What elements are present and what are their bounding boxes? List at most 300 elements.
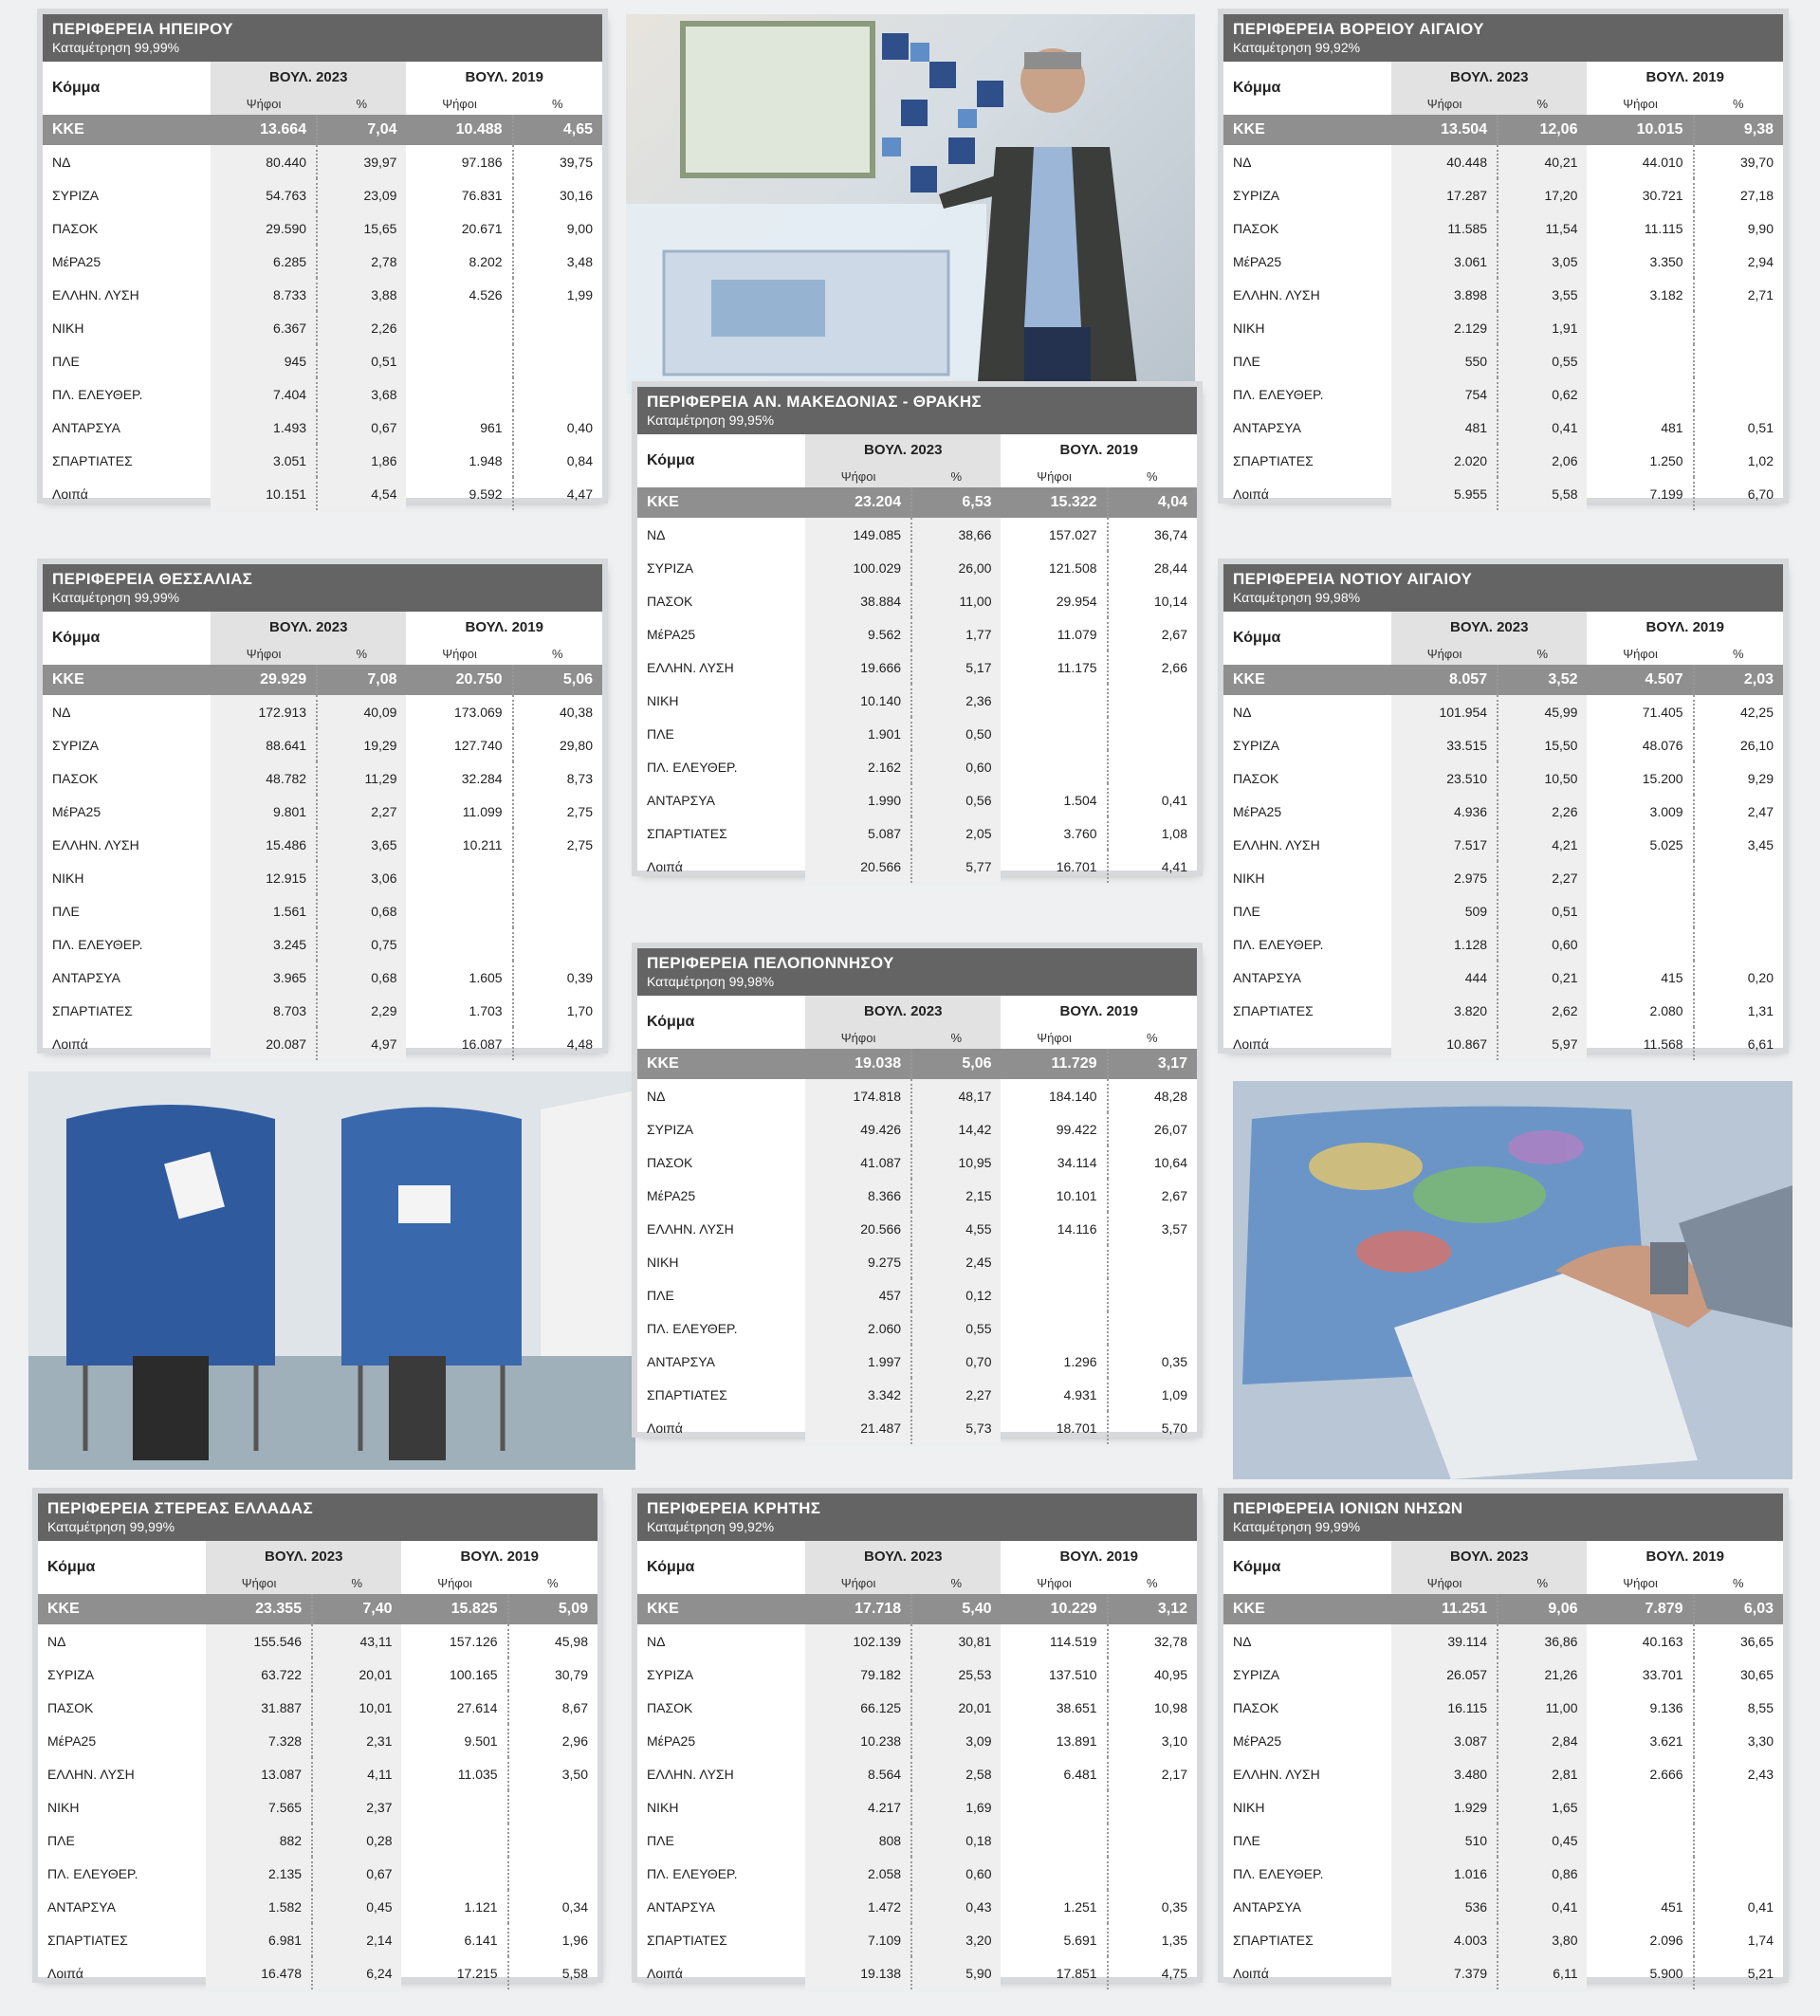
pct-2019 <box>513 344 602 377</box>
votes-2019: 6.481 <box>1001 1757 1107 1790</box>
votes-2023: 13.087 <box>206 1757 312 1790</box>
pct-2023: 3,05 <box>1498 245 1587 278</box>
pct-2023: 1,65 <box>1498 1790 1587 1824</box>
card-epirus <box>43 14 602 502</box>
table-row <box>637 1790 1197 1824</box>
pct-2019: 29,80 <box>559 737 593 753</box>
pct-2023: 0,67 <box>312 1857 401 1890</box>
table-row <box>1223 894 1783 927</box>
summary-row <box>1223 1594 1783 1624</box>
summary-row <box>43 115 602 145</box>
card-ionian-islands <box>1223 1494 1783 1981</box>
votes-2023: 5.087 <box>805 816 911 850</box>
table-row <box>1223 1624 1783 1658</box>
votes-2023: 155.546 <box>206 1624 312 1658</box>
party-name: ΠΑΣΟΚ <box>47 1699 94 1715</box>
pct-2023: 15,65 <box>317 211 406 245</box>
votes-2019: 11.079 <box>1001 617 1107 651</box>
party-name: ΠΛ. ΕΛΕΥΘΕΡ. <box>647 1865 738 1881</box>
votes-2023: 2.162 <box>805 750 911 783</box>
party-column-header: Κόμμα <box>647 1014 695 1030</box>
votes-2019: 32.284 <box>406 761 512 795</box>
votes-2019: 11.175 <box>1001 651 1107 684</box>
votes-2019: 4.507 <box>1587 665 1693 695</box>
votes-2019: 15.825 <box>401 1594 507 1624</box>
pct-2023: 11,54 <box>1498 211 1587 245</box>
pct-2019: 2,43 <box>1747 1766 1774 1782</box>
table-row <box>1223 278 1783 311</box>
table-row <box>43 278 602 311</box>
table-row <box>43 145 602 178</box>
votes-2019 <box>1587 1824 1693 1857</box>
pct-2023: 4,55 <box>911 1212 1001 1245</box>
pct-2019 <box>508 1857 597 1890</box>
votes-2023: 49.426 <box>805 1112 911 1145</box>
pct-2019: 36,74 <box>1153 526 1187 542</box>
table-row <box>637 1658 1197 1691</box>
pct-2019 <box>1108 750 1197 783</box>
pct-2023: 3,80 <box>1498 1923 1587 1956</box>
votes-2023: 172.913 <box>211 695 317 728</box>
party-name: ΝΔ <box>647 1088 666 1104</box>
votes-header: Ψήφοι <box>1037 468 1072 484</box>
region-title: ΠΕΡΙΦΕΡΕΙΑ ΒΟΡΕΙΟΥ ΑΙΓΑΙΟΥ <box>1233 20 1484 38</box>
table-row <box>38 1790 597 1824</box>
party-name: Λοιπά <box>1233 1035 1269 1052</box>
pct-2019: 3,57 <box>1161 1220 1187 1237</box>
votes-2019: 173.069 <box>406 695 512 728</box>
party-name: ΣΠΑΡΤΙΑΤΕΣ <box>647 1386 727 1402</box>
pct-2019: 26,10 <box>1739 737 1774 753</box>
pct-2019: 27,18 <box>1739 187 1774 203</box>
votes-2019 <box>406 927 512 961</box>
votes-2023: 8.366 <box>805 1179 911 1212</box>
votes-2023: 13.664 <box>211 115 317 145</box>
pct-2023: 0,41 <box>1498 1890 1587 1923</box>
party-name: Λοιπά <box>1233 1965 1269 1981</box>
pct-2019: 3,50 <box>561 1766 588 1782</box>
votes-2023: 945 <box>211 344 317 377</box>
pct-2019: 0,41 <box>1161 792 1187 808</box>
votes-2023: 10.238 <box>805 1724 911 1757</box>
votes-2023: 101.954 <box>1391 695 1498 728</box>
votes-2019: 1.703 <box>406 994 512 1027</box>
count-progress: Καταμέτρηση 99,99% <box>1233 1519 1361 1534</box>
pct-header: % <box>911 465 1001 487</box>
pct-2019: 10,14 <box>1153 593 1187 609</box>
votes-2019 <box>406 861 512 894</box>
party-name: Λοιπά <box>647 858 683 874</box>
pct-2019: 36,65 <box>1739 1633 1774 1649</box>
pct-header: % <box>1498 642 1587 665</box>
results-table <box>38 1541 597 1989</box>
pct-2023: 0,45 <box>312 1890 401 1923</box>
count-progress: Καταμέτρηση 99,99% <box>52 590 180 605</box>
pct-2019: 2,67 <box>1161 1187 1187 1203</box>
region-title: ΠΕΡΙΦΕΡΕΙΑ ΠΕΛΟΠΟΝΝΗΣΟΥ <box>647 954 894 972</box>
votes-2019: 137.510 <box>1001 1658 1107 1691</box>
votes-2023: 1.901 <box>805 717 911 750</box>
party-name: ΠΛ. ΕΛΕΥΘΕΡ. <box>47 1865 138 1881</box>
pct-2023: 36,86 <box>1498 1624 1587 1658</box>
pct-2023: 0,43 <box>911 1890 1001 1923</box>
votes-2019: 4.526 <box>406 278 512 311</box>
table-row <box>1223 1857 1783 1890</box>
pct-2019 <box>513 894 602 927</box>
table-row <box>637 750 1197 783</box>
pct-2019: 9,00 <box>566 220 593 236</box>
votes-2023: 1.493 <box>211 411 317 444</box>
votes-2019: 184.140 <box>1001 1079 1107 1112</box>
pct-2019 <box>1108 1278 1197 1311</box>
region-title: ΠΕΡΙΦΕΡΕΙΑ ΙΟΝΙΩΝ ΝΗΣΩΝ <box>1233 1499 1463 1517</box>
pct-2019: 3,48 <box>566 253 593 269</box>
party-name: ΜέΡΑ25 <box>647 1732 696 1749</box>
pct-2023: 0,60 <box>911 750 1001 783</box>
votes-2019 <box>1001 1245 1107 1278</box>
votes-2023: 7.379 <box>1391 1956 1498 1989</box>
table-row <box>38 1890 597 1923</box>
party-name: ΚΚΕ <box>637 1594 805 1624</box>
pct-2023: 0,60 <box>1498 927 1587 961</box>
party-name: ΣΥΡΙΖΑ <box>647 1666 694 1682</box>
card-crete <box>637 1494 1197 1981</box>
votes-2019: 99.422 <box>1001 1112 1107 1145</box>
votes-2023: 20.087 <box>211 1027 317 1060</box>
pct-2019 <box>1108 1790 1197 1824</box>
votes-2019: 157.126 <box>401 1624 507 1658</box>
pct-2019: 30,79 <box>554 1666 588 1682</box>
pct-2019: 2,17 <box>1161 1766 1187 1782</box>
votes-2019: 1.504 <box>1001 783 1107 816</box>
votes-2019: 1.251 <box>1001 1890 1107 1923</box>
period-2019-header: ΒΟΥΛ. 2019 <box>465 618 543 635</box>
party-name: ΕΛΛΗΝ. ΛΥΣΗ <box>647 1766 734 1782</box>
votes-2023: 1.990 <box>805 783 911 816</box>
votes-2019: 451 <box>1587 1890 1693 1923</box>
votes-2023: 3.898 <box>1391 278 1498 311</box>
period-2019-header: ΒΟΥΛ. 2019 <box>460 1548 539 1565</box>
table-row <box>637 1757 1197 1790</box>
party-name: ΠΑΣΟΚ <box>52 770 99 786</box>
votes-2023: 1.472 <box>805 1890 911 1923</box>
pct-2019: 1,31 <box>1747 1002 1774 1018</box>
party-name: ΑΝΤΑΡΣΥΑ <box>647 792 715 808</box>
pct-2023: 0,21 <box>1498 961 1587 994</box>
table-row <box>637 1112 1197 1145</box>
votes-2023: 8.703 <box>211 994 317 1027</box>
votes-header: Ψήφοι <box>1037 1030 1072 1045</box>
votes-2019 <box>1587 894 1693 927</box>
pct-2019: 10,64 <box>1153 1154 1187 1170</box>
pct-header: % <box>552 96 563 111</box>
votes-2023: 66.125 <box>805 1691 911 1724</box>
table-row <box>1223 377 1783 411</box>
votes-2023: 13.504 <box>1391 115 1498 145</box>
pct-header: % <box>312 1571 401 1594</box>
pct-2019: 0,39 <box>566 969 593 985</box>
count-progress: Καταμέτρηση 99,92% <box>647 1519 775 1534</box>
pct-2023: 9,06 <box>1498 1594 1587 1624</box>
pct-header: % <box>911 1026 1001 1049</box>
votes-2023: 23.510 <box>1391 761 1498 795</box>
votes-2019: 14.116 <box>1001 1212 1107 1245</box>
votes-2019: 11.568 <box>1587 1027 1693 1060</box>
region-title: ΠΕΡΙΦΕΡΕΙΑ ΚΡΗΤΗΣ <box>647 1499 821 1517</box>
party-name: ΝΔ <box>52 704 71 720</box>
table-row <box>43 795 602 828</box>
votes-2023: 3.245 <box>211 927 317 961</box>
table-row <box>43 377 602 411</box>
pct-2019 <box>1694 1790 1783 1824</box>
pct-2019 <box>1108 717 1197 750</box>
period-2023-header: ΒΟΥΛ. 2023 <box>805 434 1001 465</box>
table-row <box>637 1857 1197 1890</box>
results-table <box>43 62 602 510</box>
pct-2023: 3,65 <box>317 828 406 861</box>
party-name: ΠΛΕ <box>647 725 674 742</box>
votes-2023: 48.782 <box>211 761 317 795</box>
pct-2023: 2,27 <box>911 1378 1001 1411</box>
pct-2019: 8,73 <box>566 770 593 786</box>
pct-2019: 0,20 <box>1747 969 1774 985</box>
photo-ballot-in-box <box>1233 1081 1792 1479</box>
pct-2019 <box>1108 1857 1197 1890</box>
pct-2019: 0,35 <box>1161 1353 1187 1369</box>
votes-header: Ψήφοι <box>442 96 477 111</box>
votes-header: Ψήφοι <box>442 646 477 661</box>
votes-2019 <box>1587 927 1693 961</box>
table-row <box>1223 1956 1783 1989</box>
pct-2023: 0,68 <box>317 961 406 994</box>
votes-2019: 3.182 <box>1587 278 1693 311</box>
card-header <box>43 14 602 62</box>
pct-2023: 11,00 <box>1498 1691 1587 1724</box>
table-row <box>1223 444 1783 477</box>
votes-2023: 6.981 <box>206 1923 312 1956</box>
votes-2019: 10.229 <box>1001 1594 1107 1624</box>
party-name: ΠΑΣΟΚ <box>1233 770 1279 786</box>
pct-2023: 30,81 <box>911 1624 1001 1658</box>
pct-2019: 3,12 <box>1108 1594 1197 1624</box>
table-row <box>1223 1757 1783 1790</box>
pct-2023: 3,88 <box>317 278 406 311</box>
votes-2019 <box>406 894 512 927</box>
pct-2019: 1,35 <box>1161 1932 1187 1948</box>
card-peloponnese <box>637 948 1197 1436</box>
pct-2023: 0,86 <box>1498 1857 1587 1890</box>
votes-2023: 19.138 <box>805 1956 911 1989</box>
votes-2019 <box>401 1790 507 1824</box>
votes-2019 <box>406 377 512 411</box>
pct-2019: 4,75 <box>1161 1965 1187 1981</box>
votes-2019: 7.879 <box>1587 1594 1693 1624</box>
table-row <box>43 1027 602 1060</box>
party-name: ΚΚΕ <box>38 1594 206 1624</box>
votes-2019: 9.592 <box>406 477 512 510</box>
pct-2023: 2,78 <box>317 245 406 278</box>
votes-2019: 20.671 <box>406 211 512 245</box>
count-progress: Καταμέτρηση 99,99% <box>52 40 180 55</box>
party-name: ΕΛΛΗΝ. ΛΥΣΗ <box>1233 286 1320 302</box>
pct-2023: 0,28 <box>312 1824 401 1857</box>
pct-2019 <box>513 861 602 894</box>
votes-2023: 17.718 <box>805 1594 911 1624</box>
pct-2019: 6,03 <box>1694 1594 1783 1624</box>
table-row <box>637 1411 1197 1444</box>
pct-2023: 2,37 <box>312 1790 401 1824</box>
card-header <box>43 564 602 612</box>
pct-2023: 0,18 <box>911 1824 1001 1857</box>
pct-2019 <box>1694 894 1783 927</box>
region-title: ΠΕΡΙΦΕΡΕΙΑ ΘΕΣΣΑΛΙΑΣ <box>52 570 253 588</box>
table-row <box>1223 211 1783 245</box>
party-name: ΕΛΛΗΝ. ΛΥΣΗ <box>52 836 139 852</box>
table-row <box>637 1923 1197 1956</box>
pct-2023: 1,77 <box>911 617 1001 651</box>
table-row <box>38 1658 597 1691</box>
table-row <box>1223 927 1783 961</box>
pct-2023: 5,58 <box>1498 477 1587 510</box>
pct-2023: 10,01 <box>312 1691 401 1724</box>
table-row <box>43 961 602 994</box>
party-name: Λοιπά <box>647 1965 683 1981</box>
votes-2023: 3.051 <box>211 444 317 477</box>
votes-2023: 16.115 <box>1391 1691 1498 1724</box>
table-row <box>637 1378 1197 1411</box>
party-name: ΠΛ. ΕΛΕΥΘΕΡ. <box>1233 1865 1324 1881</box>
party-name: Λοιπά <box>47 1965 83 1981</box>
votes-2023: 3.342 <box>805 1378 911 1411</box>
pct-2019: 26,07 <box>1153 1121 1187 1137</box>
pct-2023: 19,29 <box>317 728 406 761</box>
table-row <box>38 1824 597 1857</box>
pct-2023: 0,51 <box>317 344 406 377</box>
party-name: ΝΙΚΗ <box>1233 320 1265 336</box>
pct-2023: 15,50 <box>1498 728 1587 761</box>
votes-2019: 97.186 <box>406 145 512 178</box>
party-name: ΠΑΣΟΚ <box>647 1699 693 1715</box>
votes-2019 <box>1001 750 1107 783</box>
party-name: ΠΑΣΟΚ <box>647 1154 693 1170</box>
count-progress: Καταμέτρηση 99,92% <box>1233 40 1361 55</box>
pct-2019: 9,29 <box>1747 770 1774 786</box>
votes-2019: 9.136 <box>1587 1691 1693 1724</box>
summary-row <box>637 487 1197 518</box>
table-row <box>38 1691 597 1724</box>
table-row <box>637 1890 1197 1923</box>
votes-2019 <box>1587 861 1693 894</box>
votes-2023: 20.566 <box>805 1212 911 1245</box>
votes-2023: 1.561 <box>211 894 317 927</box>
votes-2019: 16.087 <box>406 1027 512 1060</box>
party-name: ΚΚΕ <box>637 487 805 518</box>
party-name: ΝΔ <box>647 526 666 542</box>
party-name: ΑΝΤΑΡΣΥΑ <box>47 1898 116 1915</box>
period-2019-header: ΒΟΥΛ. 2019 <box>1059 1548 1138 1565</box>
table-row <box>1223 344 1783 377</box>
pct-2023: 2,27 <box>1498 861 1587 894</box>
summary-row <box>637 1594 1197 1624</box>
pct-header: % <box>911 1571 1001 1594</box>
party-name: ΣΠΑΡΤΙΑΤΕΣ <box>1233 1932 1314 1948</box>
votes-2019 <box>401 1824 507 1857</box>
pct-2019 <box>1108 1245 1197 1278</box>
count-progress: Καταμέτρηση 99,95% <box>647 412 775 428</box>
pct-2019 <box>1694 927 1783 961</box>
table-row <box>43 477 602 510</box>
pct-2023: 20,01 <box>312 1658 401 1691</box>
card-east-macedonia-thrace <box>637 387 1197 874</box>
party-name: ΚΚΕ <box>43 665 211 695</box>
pct-2019 <box>1108 1311 1197 1345</box>
pct-2019: 42,25 <box>1739 704 1774 720</box>
summary-row <box>1223 115 1783 145</box>
pct-2023: 40,21 <box>1498 145 1587 178</box>
pct-2023: 5,73 <box>911 1411 1001 1444</box>
table-row <box>1223 961 1783 994</box>
votes-2019: 10.488 <box>406 115 512 145</box>
votes-2019: 7.199 <box>1587 477 1693 510</box>
party-name: ΣΠΑΡΤΙΑΤΕΣ <box>47 1932 128 1948</box>
pct-header: % <box>1147 1030 1158 1045</box>
votes-2023: 2.020 <box>1391 444 1498 477</box>
votes-2023: 7.517 <box>1391 828 1498 861</box>
party-name: ΝΙΚΗ <box>52 870 84 886</box>
pct-2019: 8,67 <box>561 1699 588 1715</box>
votes-2019: 18.701 <box>1001 1411 1107 1444</box>
table-row <box>38 1857 597 1890</box>
votes-2023: 19.666 <box>805 651 911 684</box>
votes-2023: 21.487 <box>805 1411 911 1444</box>
votes-2023: 149.085 <box>805 518 911 551</box>
pct-2023: 3,68 <box>317 377 406 411</box>
table-row <box>43 861 602 894</box>
party-name: ΣΠΑΡΤΙΑΤΕΣ <box>1233 452 1314 468</box>
pct-2023: 0,70 <box>911 1345 1001 1378</box>
photo-illustration <box>626 14 1195 394</box>
table-row <box>1223 1027 1783 1060</box>
votes-2023: 4.003 <box>1391 1923 1498 1956</box>
count-progress: Καταμέτρηση 99,98% <box>1233 590 1361 605</box>
pct-header: % <box>1733 96 1744 111</box>
votes-2023: 7.565 <box>206 1790 312 1824</box>
pct-2019 <box>1108 1824 1197 1857</box>
votes-2023: 23.204 <box>805 487 911 518</box>
party-name: ΝΙΚΗ <box>52 320 84 336</box>
results-table <box>637 1541 1197 1989</box>
table-row <box>637 1212 1197 1245</box>
votes-2023: 6.285 <box>211 245 317 278</box>
table-row <box>637 651 1197 684</box>
pct-2019: 1,74 <box>1747 1932 1774 1948</box>
votes-2023: 12.915 <box>211 861 317 894</box>
pct-2019: 2,96 <box>561 1732 588 1749</box>
pct-2023: 5,90 <box>911 1956 1001 1989</box>
pct-2023: 0,55 <box>911 1311 1001 1345</box>
pct-2019: 9,90 <box>1747 220 1774 236</box>
votes-2019 <box>1001 1824 1107 1857</box>
party-name: ΑΝΤΑΡΣΥΑ <box>647 1898 715 1915</box>
party-name: ΣΥΡΙΖΑ <box>647 1121 694 1137</box>
card-header <box>637 387 1197 434</box>
table-row <box>637 1245 1197 1278</box>
votes-2019 <box>1587 1790 1693 1824</box>
pct-2019 <box>513 927 602 961</box>
party-name: ΠΛΕ <box>647 1287 674 1303</box>
votes-2023: 510 <box>1391 1824 1498 1857</box>
votes-2023: 88.641 <box>211 728 317 761</box>
